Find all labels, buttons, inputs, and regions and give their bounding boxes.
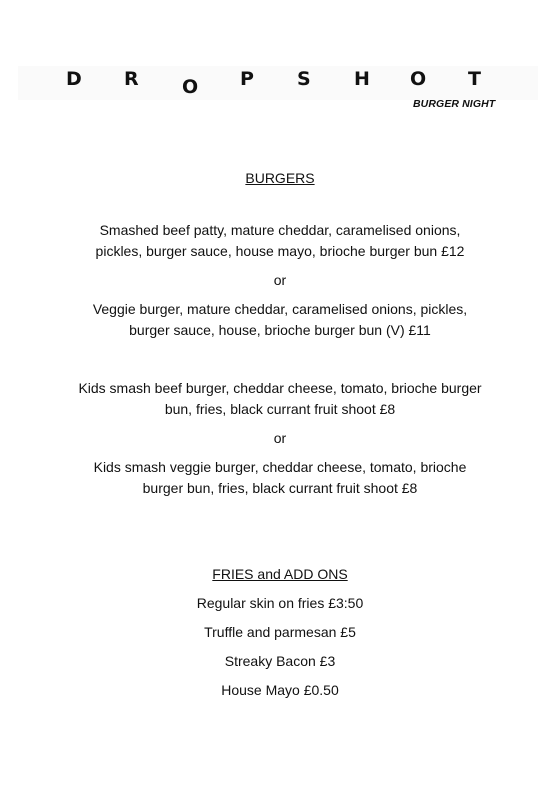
menu-item-line: bun, fries, black currant fruit shoot £8	[164, 401, 396, 417]
section-heading-burgers: BURGERS	[245, 170, 315, 186]
logo-letter: H	[354, 68, 370, 90]
addon-item: House Mayo £0.50	[221, 682, 339, 698]
menu-item-line: Veggie burger, mature cheddar, caramelised onions, pickles,	[92, 301, 468, 317]
logo-letter: T	[468, 68, 481, 90]
or-separator: or	[273, 430, 287, 446]
logo-letter: R	[124, 68, 139, 90]
menu-content	[0, 168, 560, 701]
logo-letter: O	[182, 76, 199, 98]
addon-item: Streaky Bacon £3	[224, 653, 336, 669]
header-band	[18, 66, 538, 100]
menu-item-line: pickles, burger sauce, house mayo, brioche burger bun £12	[95, 243, 465, 259]
menu-item-line: Kids smash veggie burger, cheddar cheese, tomato, brioche	[93, 459, 467, 475]
or-separator: or	[273, 272, 287, 288]
logo-letter: S	[297, 68, 311, 90]
menu-item-line: burger bun, fries, black currant fruit shoot £8	[142, 480, 418, 496]
addon-item: Regular skin on fries £3:50	[196, 595, 364, 611]
logo-letter: P	[240, 68, 254, 90]
section-heading-addons: FRIES and ADD ONS	[212, 566, 348, 582]
menu-subtitle: BURGER NIGHT	[413, 98, 496, 110]
menu-item-line: Kids smash beef burger, cheddar cheese, tomato, brioche burger	[78, 380, 482, 396]
logo-letter: O	[410, 68, 427, 90]
menu-item-line: Smashed beef patty, mature cheddar, caramelised onions,	[99, 222, 461, 238]
addon-item: Truffle and parmesan £5	[204, 624, 356, 640]
menu-item-line: burger sauce, house, brioche burger bun (V) £11	[129, 322, 431, 338]
logo-letter: D	[66, 68, 82, 90]
